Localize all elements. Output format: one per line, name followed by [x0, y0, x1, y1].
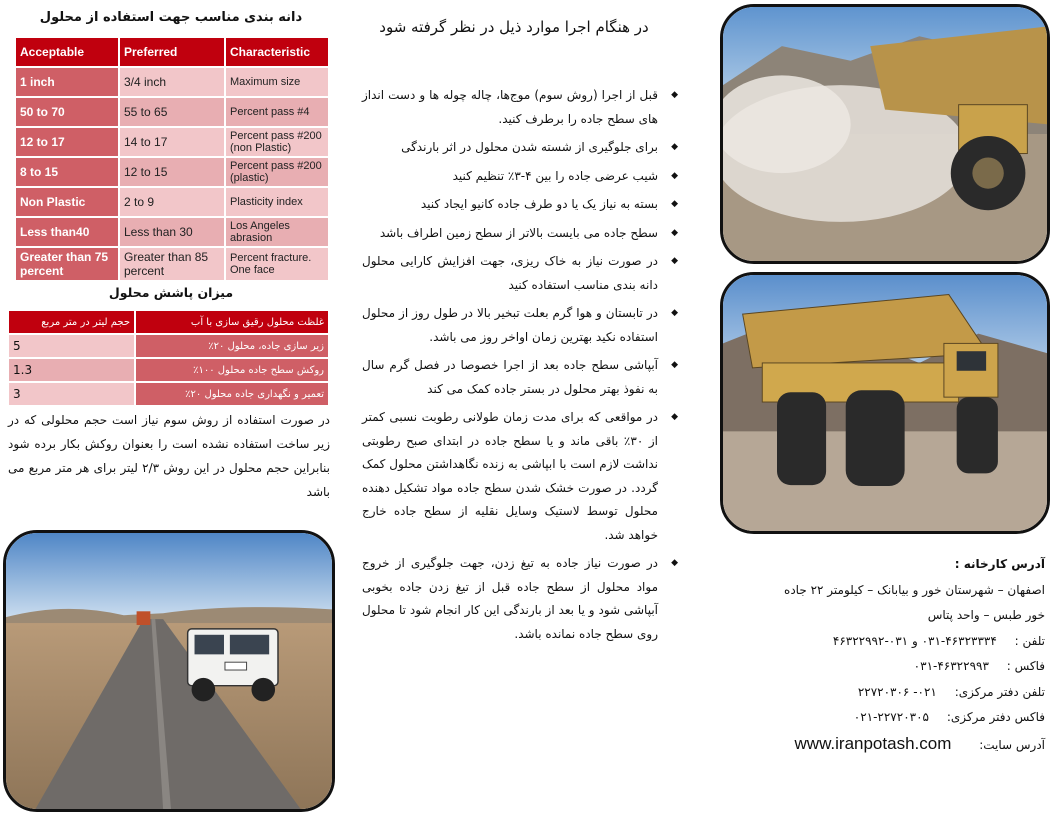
table-row [15, 67, 329, 97]
table-row [15, 157, 329, 187]
cell-characteristic: Maximum size [225, 67, 329, 97]
table-row [15, 187, 329, 217]
list-item: ◆ در تابستان و هوا گرم بعلت تبخیر بالا در طول روز از محلول استفاده نکید بهترین زمان اواخر روز می باشد. [362, 302, 680, 349]
list-item: ◆ سطح جاده می بایست بالاتر از سطح زمین اطراف باشد [362, 222, 680, 246]
spray-value: 3 [8, 382, 135, 406]
cell-preferred: 14 to 17 [119, 127, 225, 157]
office-fax-value: ۰۲۱-۲۲۷۲۰۳۰۵ [853, 710, 929, 724]
table-row [15, 127, 329, 157]
contact-block [733, 552, 1045, 756]
cell-preferred: 55 to 65 [119, 97, 225, 127]
cell-characteristic: Plasticity index [225, 187, 329, 217]
cell-acceptable: 12 to 17 [15, 127, 119, 157]
cell-acceptable: Less than40 [15, 217, 119, 247]
factory-fax [733, 654, 1045, 680]
list-item: ◆ در صورت نیاز جاده به تیغ زدن، جهت جلوگیری از خروج مواد محلول از سطح جاده قبل از تیغ زدن جاده بخوبی آبپاشی شود و یا بعد از بارندگی این کار انجام شود تا محلول روی سطح جاده نمانده باشد. [362, 552, 680, 646]
list-item: ◆ بسته به نیاز یک یا دو طرف جاده کانیو ایجاد کنید [362, 193, 680, 217]
office-phone-value: ۰۲۱- ۲۲۷۲۰۳۰۶ [857, 684, 937, 699]
office-phone-label: تلفن دفتر مرکزی: [954, 684, 1045, 699]
header-acceptable: Acceptable [15, 37, 119, 67]
cell-acceptable: Greater than 75 percent [15, 247, 119, 281]
table-row [8, 334, 329, 358]
fax-label: فاکس : [1006, 659, 1045, 673]
cell-characteristic: Percent pass #200 (plastic) [225, 157, 329, 187]
table-row [15, 217, 329, 247]
factory-address-line1: اصفهان – شهرستان خور و بیابانک – کیلومتر ۲۲ جاده [784, 582, 1045, 597]
cell-acceptable: 8 to 15 [15, 157, 119, 187]
table-row [15, 97, 329, 127]
spray-value: 1.3 [8, 358, 135, 382]
spray-value: 5 [8, 334, 135, 358]
factory-phone [733, 629, 1045, 655]
road-vehicle-illustration [6, 533, 332, 809]
list-item: ◆ در صورت نیاز به خاک ریزی، جهت افزایش کارایی محلول دانه بندی مناسب استفاده کنید [362, 250, 680, 297]
website [733, 731, 1045, 757]
factory-address-label: آدرس کارخانه : [954, 557, 1045, 571]
list-item: ◆ قبل از اجرا (روش سوم) موج‌ها، چاله چوله ها و دست انداز های سطح جاده را برطرف کنید. [362, 84, 680, 131]
phone-label: تلفن : [1014, 633, 1045, 648]
table-row [8, 358, 329, 382]
office-fax-label: فاکس دفتر مرکزی: [946, 710, 1045, 724]
spray-note: در صورت استفاده از روش سوم نیاز است حجم محلولی که در زیر ساخت استفاده نشده است را بعنوان روکش بکار برده شود بنابراین حجم محلول در این روش ۲/۳ لیتر برای هر متر مربع می باشد [8, 413, 330, 499]
list-item: ◆ آبپاشی سطح جاده بعد از اجرا خصوصا در فصل گرم سال به نفوذ بهتر محلول در بستر جاده کمک می کند [362, 354, 680, 401]
list-item: ◆ شیب عرضی جاده را بین ۴-۳٪ تنظیم کنید [362, 165, 680, 189]
factory-address-line2: خور طبس – واحد پتاس [927, 608, 1045, 622]
haul-truck-photo [720, 272, 1050, 534]
phone-value: ۰۳۱-۴۶۳۲۳۳۳۴ و ۰۳۱-۴۶۳۲۲۹۹۲ [832, 633, 997, 648]
dust-truck-photo [720, 4, 1050, 264]
spray-title: میزان پاشش محلول [108, 285, 234, 300]
cell-preferred: 3/4 inch [119, 67, 225, 97]
cell-preferred: 12 to 15 [119, 157, 225, 187]
cell-preferred: 2 to 9 [119, 187, 225, 217]
header-preferred: Preferred [119, 37, 225, 67]
gradation-title: دانه بندی مناسب جهت استفاده از محلول [39, 10, 303, 25]
guidelines-title: در هنگام اجرا موارد ذیل در نظر گرفته شود [379, 18, 649, 36]
cell-acceptable: 50 to 70 [15, 97, 119, 127]
header-dilution: غلظت محلول رقیق سازی با آب [135, 310, 329, 334]
dust-truck-illustration [723, 7, 1047, 261]
table-row [15, 247, 329, 281]
cell-characteristic: Percent pass #200 (non Plastic) [225, 127, 329, 157]
gradation-header-row [15, 37, 329, 67]
website-link[interactable]: www.iranpotash.com [794, 733, 952, 753]
cell-acceptable: Non Plastic [15, 187, 119, 217]
guidelines-list [362, 84, 680, 651]
office-phone [733, 680, 1045, 706]
spray-label: روکش سطح جاده محلول ۱۰۰٪ [135, 358, 329, 382]
cell-acceptable: 1 inch [15, 67, 119, 97]
spray-table [7, 309, 330, 407]
header-volume: حجم لیتر در متر مربع [8, 310, 135, 334]
website-label: آدرس سایت: [979, 737, 1045, 752]
table-row [8, 382, 329, 406]
fax-value: ۰۳۱-۴۶۳۲۲۹۹۳ [913, 659, 989, 673]
gradation-table [14, 36, 330, 282]
office-fax [733, 705, 1045, 731]
cell-characteristic: Percent pass #4 [225, 97, 329, 127]
cell-preferred: Less than 30 [119, 217, 225, 247]
spray-label: زیر سازی جاده، محلول ۲۰٪ [135, 334, 329, 358]
cell-preferred: Greater than 85 percent [119, 247, 225, 281]
list-item: ◆ برای جلوگیری از شسته شدن محلول در اثر بارندگی [362, 136, 680, 160]
spray-header-row [8, 310, 329, 334]
road-vehicle-photo [3, 530, 335, 812]
cell-characteristic: Los Angeles abrasion [225, 217, 329, 247]
list-item: ◆ در مواقعی که برای مدت زمان طولانی رطوبت نسبی کمتر از ۳۰٪ باقی ماند و یا سطح جاده در ابتدای صبح رطوبتی نداشت لازم است با ابپاشی به زنده نگاهداشتن محلول کمک گردد. در صورت خشک شدن سطح جاده مواد تشکیل دهنده محلول توسط لاستیک وسایل نقلیه از سطح جاده خارج خواهد شد. [362, 406, 680, 547]
haul-truck-illustration [723, 275, 1047, 531]
header-characteristic: Characteristic [225, 37, 329, 67]
cell-characteristic: Percent fracture. One face [225, 247, 329, 281]
spray-label: تعمیر و نگهداری جاده محلول ۲۰٪ [135, 382, 329, 406]
